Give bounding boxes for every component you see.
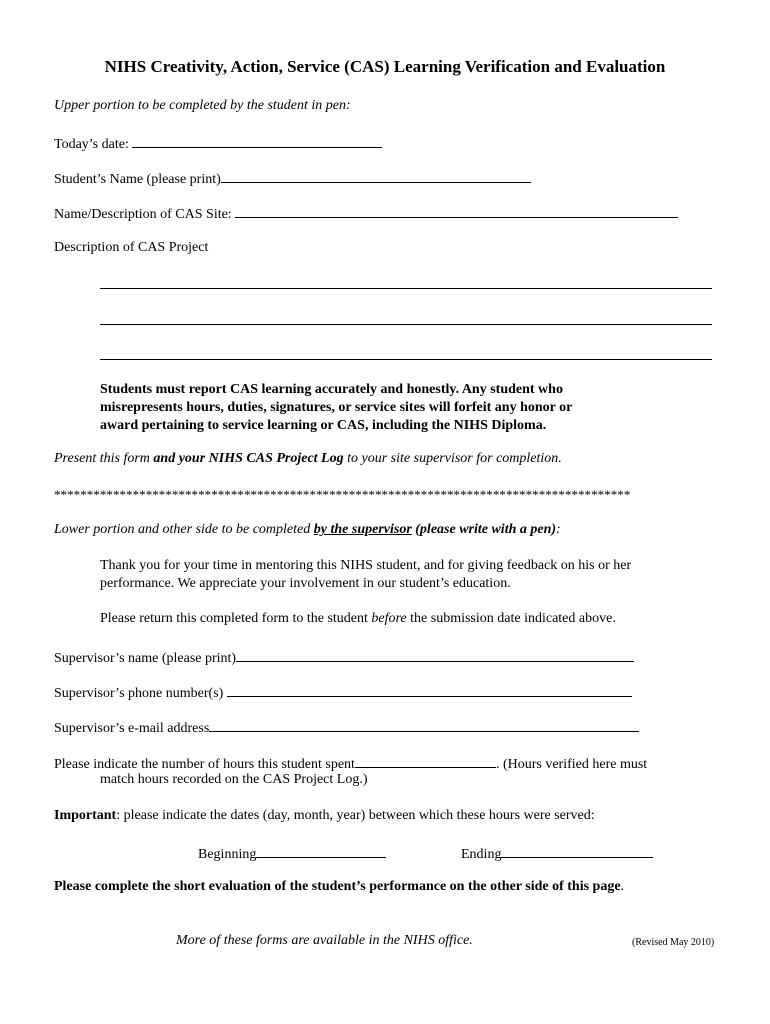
cas-project-line-3[interactable] [100,359,712,360]
important-text: : please indicate the dates (day, month, year) between which these hours were served: [116,808,595,823]
important-row [54,807,595,825]
todays-date-row [54,133,382,154]
return-part-1: Please return this completed form to the student [100,611,372,626]
cas-project-line-1[interactable] [100,288,712,289]
cas-site-field[interactable] [235,203,678,218]
beginning-row [198,843,386,864]
hours-field[interactable] [355,753,496,768]
lower-part-4: : [556,522,561,537]
evaluation-note [54,878,624,896]
footer-availability: More of these forms are available in the NIHS office. [176,933,473,948]
separator: **************************************************************************************** [54,487,631,502]
supervisor-name-label: Supervisor’s name (please print) [54,651,237,666]
supervisor-name-field[interactable] [236,647,634,662]
warning-line-3: award pertaining to service learning or CAS, including the NIHS Diploma. [100,418,547,433]
present-part-3: to your site supervisor for completion. [343,451,562,466]
student-name-field[interactable] [221,168,531,183]
ending-label: Ending [461,847,502,862]
cas-project-line-2[interactable] [100,324,712,325]
present-instruction [54,450,562,468]
supervisor-phone-label: Supervisor’s phone number(s) [54,686,224,701]
beginning-label: Beginning [198,847,257,862]
supervisor-name-row [54,647,634,668]
supervisor-phone-row [54,682,632,703]
ending-field[interactable] [501,843,653,858]
todays-date-label: Today’s date: [54,137,129,152]
form-title: NIHS Creativity, Action, Service (CAS) Learning Verification and Evaluation [104,57,666,76]
beginning-field[interactable] [256,843,386,858]
thanks-line-2: performance. We appreciate your involvement in our student’s education. [100,576,511,591]
lower-part-3: (please write with a pen) [411,522,557,537]
evaluation-text: Please complete the short evaluation of the student’s performance on the other side of this page [54,879,621,894]
present-part-1: Present this form [54,451,154,466]
hours-note-line-2: match hours recorded on the CAS Project Log.) [100,772,368,787]
cas-site-row [54,203,678,224]
supervisor-email-label: Supervisor’s e-mail address [54,721,210,736]
hours-label: Please indicate the number of hours this student spent [54,757,355,772]
return-part-2: before [371,611,407,626]
warning-line-1: Students must report CAS learning accurately and honestly. Any student who [100,382,563,397]
return-note [100,610,616,628]
ending-row [461,843,653,864]
warning-line-2: misrepresents hours, duties, signatures, or service sites will forfeit any honor or [100,400,573,415]
lower-part-1: Lower portion and other side to be completed [54,522,314,537]
return-part-3: the submission date indicated above. [406,611,616,626]
student-name-row [54,168,531,189]
footer-revised: (Revised May 2010) [632,937,715,948]
important-label: Important [54,808,117,823]
supervisor-email-field[interactable] [209,717,639,732]
hours-note: . (Hours verified here must [495,757,648,772]
cas-project-label: Description of CAS Project [54,240,209,255]
lower-instruction [54,521,561,539]
lower-part-2: by the supervisor [313,522,412,537]
present-part-2: and your NIHS CAS Project Log [153,451,344,466]
supervisor-email-row [54,717,639,738]
upper-instruction: Upper portion to be completed by the student in pen: [54,98,351,113]
supervisor-phone-field[interactable] [227,682,632,697]
cas-site-label: Name/Description of CAS Site: [54,207,232,222]
todays-date-field[interactable] [132,133,382,148]
thanks-line-1: Thank you for your time in mentoring this NIHS student, and for giving feedback on his or her [100,558,632,573]
student-name-label: Student’s Name (please print) [54,172,221,187]
evaluation-period: . [620,879,625,894]
